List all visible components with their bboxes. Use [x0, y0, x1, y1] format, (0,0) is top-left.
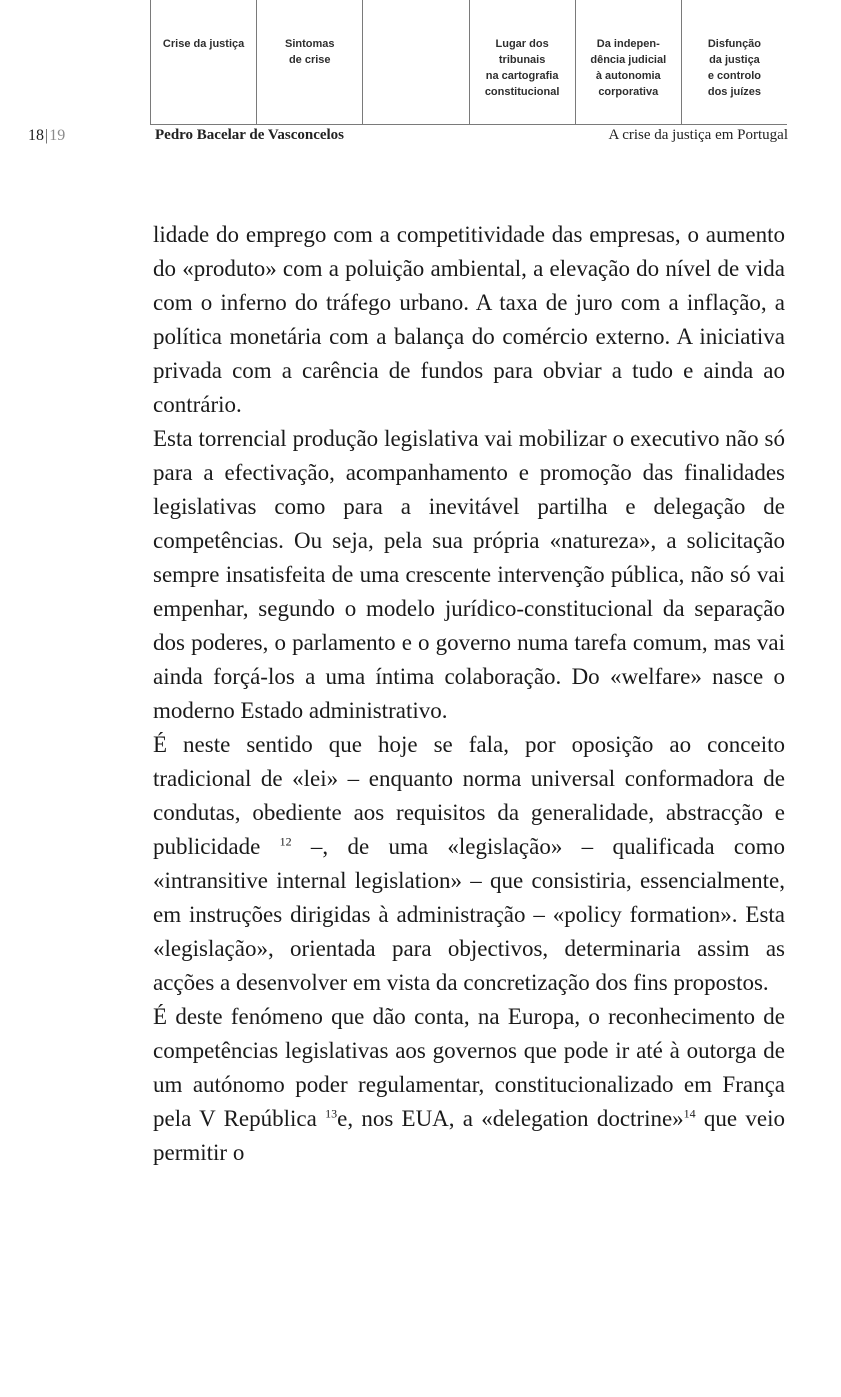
tab-lugar-dos-tribunais[interactable]: Lugar dos tribunais na cartografia constitucional: [470, 0, 576, 124]
running-head: [28, 127, 788, 151]
paragraph-4-text-c: que veio permitir o: [153, 1106, 785, 1165]
page-number-right: 19: [49, 127, 66, 144]
paragraph-4-text-a: É deste fenómeno que dão conta, na Europa, o reconhecimento de competências legislativas aos governos que pode ir até à outorga de um autónomo poder regulamentar, constitucionalizado em França pela V República: [153, 1004, 785, 1131]
chapter-nav-tabs: [150, 0, 787, 125]
author-name: Pedro Bacelar de Vasconcelos: [155, 127, 345, 143]
footnote-ref-14[interactable]: 14: [683, 1106, 696, 1121]
page-number-separator: |: [45, 127, 49, 144]
paragraph-4: [153, 1000, 785, 1170]
book-title: A crise da justiça em Portugal: [608, 127, 788, 143]
tab-independencia-judicial[interactable]: Da indepen- dência judicial à autonomia corporativa: [576, 0, 682, 124]
footnote-ref-13[interactable]: 13: [325, 1106, 338, 1121]
page-number-left: 18: [28, 127, 44, 144]
footnote-ref-12[interactable]: 12: [279, 834, 292, 849]
body-text: [153, 218, 785, 1170]
tab-sintomas-de-crise[interactable]: Sintomas de crise: [257, 0, 363, 124]
tab-faded[interactable]: [363, 0, 469, 124]
page-numbers: [28, 127, 65, 145]
paragraph-1: lidade do emprego com a competitividade das empresas, o aumento do «produto» com a poluição ambiental, a elevação do nível de vida com o inferno do tráfego urbano. A taxa de juro com a inflação, a política monetária com a balança do comércio externo. A iniciativa privada com a carência de fundos para obviar a tudo e ainda ao contrário.: [153, 222, 785, 417]
paragraph-4-text-b: e, nos EUA, a «delegation doctrine»: [337, 1106, 684, 1131]
paragraph-3: [153, 728, 785, 1000]
paragraph-3-text-a: É neste sentido que hoje se fala, por oposição ao conceito tradicional de «lei» – enquanto norma universal conformadora de condutas, obediente aos requisitos da generalidade, abstracção e publicidade: [153, 732, 785, 859]
tab-crise-da-justica[interactable]: Crise da justiça: [151, 0, 257, 124]
paragraph-2: Esta torrencial produção legislativa vai mobilizar o executivo não só para a efectivação, acompanhamento e promoção das finalidades legislativas como para a inevitável partilha e delegação de competências. Ou seja, pela sua própria «natureza», a solicitação sempre insatisfeita de uma crescente intervenção pública, não só vai empenhar, segundo o modelo jurídico-constitucional da separação dos poderes, o parlamento e o governo numa tarefa comum, mas vai ainda forçá-los a uma íntima colaboração. Do «welfare» nasce o moderno Estado administrativo.: [153, 426, 785, 723]
paragraph-3-text-b: –, de uma «legislação» – qualificada como «intransitive internal legislation» – que consistiria, essencialmente, em instruções dirigidas à administração – «policy formation». Esta «legislação», orientada para objectivos, determinaria assim as acções a desenvolver em vista da concretização dos fins propostos.: [153, 834, 786, 995]
tab-disfuncao-da-justica[interactable]: Disfunção da justiça e controlo dos juízes: [707, 38, 762, 98]
